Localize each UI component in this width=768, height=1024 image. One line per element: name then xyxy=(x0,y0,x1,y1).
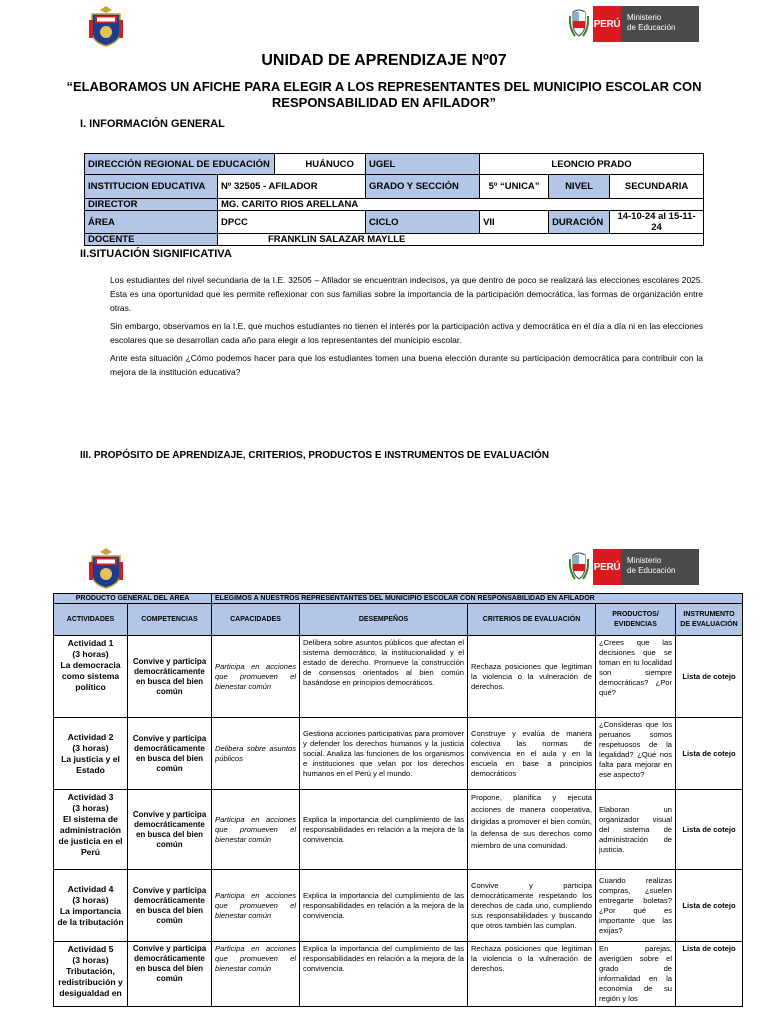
ugel-label: UGEL xyxy=(365,154,479,175)
school-crest-icon xyxy=(86,546,126,590)
table-row xyxy=(54,870,743,942)
learning-purpose-table xyxy=(53,593,743,1007)
ministry-line2: de Educación xyxy=(627,566,676,575)
performance-cell: Delibera sobre asuntos públicos que afectan el sistema democrático, la institucionalidad y el estado de derecho. Promueve la construcción de consensos orientados al bien común basándose en principios democráticos. xyxy=(300,636,468,718)
ministry-name xyxy=(621,6,699,42)
dre-value: HUÁNUCO xyxy=(275,154,366,175)
peru-coat-of-arms-icon xyxy=(569,6,589,42)
header-competencias: COMPETENCIAS xyxy=(128,604,212,636)
duracion-value: 14-10-24 al 15-11-24 xyxy=(610,211,704,234)
competence-cell: Convive y participa democráticamente en busca del bien común xyxy=(128,718,212,790)
instrument-cell: Lista de cotejo xyxy=(676,790,743,870)
instrument-cell: Lista de cotejo xyxy=(676,942,743,1007)
table-row xyxy=(54,942,743,1007)
school-crest-icon xyxy=(86,4,126,48)
instrument-cell: Lista de cotejo xyxy=(676,718,743,790)
docente-label: DOCENTE xyxy=(85,234,218,246)
activity-cell: Actividad 1 (3 horas) La democracia como sistema político xyxy=(54,636,128,718)
ministry-logo xyxy=(569,549,699,585)
situation-paragraph-1: Los estudiantes del nivel secundaria de la I.E. 32505 – Afilador se encuentran indecisos, ya que dentro de poco se realizará las elecciones escolares 2025. Esta es una oportunidad que les permite reflexionar con sus familias sobre la importancia de la participación democrática, las formas de organización entre otras. xyxy=(110,275,703,313)
nivel-value: SECUNDARIA xyxy=(610,175,704,199)
header-criterios: CRITERIOS DE EVALUACIÓN xyxy=(468,604,596,636)
unit-title: UNIDAD DE APRENDIZAJE Nº07 xyxy=(261,52,507,69)
ie-label: INSTITUCION EDUCATIVA xyxy=(85,175,218,199)
performance-cell: Gestiona acciones participativas para promover y defender los derechos humanos y la justicia social. Analiza las funciones de los organismos e instituciones que velan por los derechos humanos en el Perú y el mundo. xyxy=(300,718,468,790)
situation-paragraph-2: Sin embargo, observamos en la I.E. que muchos estudiantes no tienen el interés por la participación activa y democrática en el día a día ni en las elecciones escolares que se desarrollan cada año para elegir a los representantes del municipio escolar. xyxy=(110,321,703,345)
header-desempenos: DESEMPEÑOS xyxy=(300,604,468,636)
product-label: PRODUCTO GENERAL DEL ÁREA xyxy=(54,594,212,604)
director-label: DIRECTOR xyxy=(85,199,218,211)
ministry-logo xyxy=(569,6,699,42)
area-value: DPCC xyxy=(218,211,366,234)
header-actividades: ACTIVIDADES xyxy=(54,604,128,636)
capacity-cell: Participa en acciones que promueven el bienestar común xyxy=(212,942,300,1007)
competence-cell: Convive y participa democráticamente en busca del bien común xyxy=(128,942,212,1007)
ministry-line2: de Educación xyxy=(627,23,676,32)
ministry-line1: Ministerio xyxy=(627,13,662,22)
table-row xyxy=(54,718,743,790)
performance-cell: Explica la importancia del cumplimiento de las responsabilidades en relación a la mejora de la convivencia. xyxy=(300,870,468,942)
evidence-cell: Elaboran un organizador visual del sistema de administración de justicia. xyxy=(596,790,676,870)
area-label: ÁREA xyxy=(85,211,218,234)
section-situation: II.SITUACIÓN SIGNIFICATIVA xyxy=(80,248,232,260)
duracion-label: DURACIÓN xyxy=(549,211,610,234)
criteria-cell: Propone, planifica y ejecuta acciones de manera cooperativa, dirigidas a promover el bien común, la defensa de sus derechos como miembro de una comunidad. xyxy=(468,790,596,870)
grado-label: GRADO Y SECCIÓN xyxy=(365,175,479,199)
performance-cell: Explica la importancia del cumplimiento de las responsabilidades en relación a la mejora de la convivencia. xyxy=(300,790,468,870)
instrument-cell: Lista de cotejo xyxy=(676,636,743,718)
activity-cell: Actividad 4 (3 horas) La importancia de la tributación xyxy=(54,870,128,942)
capacity-cell: Participa en acciones que promueven el bienestar común xyxy=(212,790,300,870)
instrument-cell: Lista de cotejo xyxy=(676,870,743,942)
director-value: MG. CARITO RIOS ARELLANA xyxy=(218,199,704,211)
evidence-cell: Cuando realizas compras, ¿suelen entregarte boletas? ¿Por qué es importante que las exijas? xyxy=(596,870,676,942)
ciclo-label: CICLO xyxy=(365,211,479,234)
table-row xyxy=(54,636,743,718)
criteria-cell: Rechaza posiciones que legitiman la violencia o la vulneración de derechos. xyxy=(468,942,596,1007)
criteria-cell: Convive y participa democráticamente respetando los derechos de cada uno, cumpliendo sus responsabilidades y buscando que otros también las cumplan. xyxy=(468,870,596,942)
peru-label: PERÚ xyxy=(593,549,621,585)
competence-cell: Convive y participa democráticamente en busca del bien común xyxy=(128,636,212,718)
dre-label: DIRECCIÓN REGIONAL DE EDUCACIÓN xyxy=(85,154,275,175)
table-row xyxy=(54,790,743,870)
product-row xyxy=(54,594,743,604)
activity-cell: Actividad 5 (3 horas) Tributación, redistribución y desigualdad en xyxy=(54,942,128,1007)
grado-value: 5º “UNICA” xyxy=(480,175,549,199)
product-value: ELEGIMOS A NUESTROS REPRESENTANTES DEL MUNICIPIO ESCOLAR CON RESPONSABILIDAD EN AFILADOR xyxy=(212,594,743,604)
ie-value: Nº 32505 - AFILADOR xyxy=(218,175,366,199)
nivel-label: NIVEL xyxy=(549,175,610,199)
competence-cell: Convive y participa democráticamente en busca del bien común xyxy=(128,790,212,870)
header-capacidades: CAPACIDADES xyxy=(212,604,300,636)
criteria-cell: Rechaza posiciones que legitiman la violencia o la vulneración de derechos. xyxy=(468,636,596,718)
capacity-cell: Delibera sobre asuntos públicos xyxy=(212,718,300,790)
evidence-cell: En parejas, averigüen sobre el grado de informalidad en la economía de su región y los xyxy=(596,942,676,1007)
header-instrumento: INSTRUMENTO DE EVALUACIÓN xyxy=(676,604,743,636)
section-purpose: III. PROPÓSITO DE APRENDIZAJE, CRITERIOS, PRODUCTOS E INSTRUMENTOS DE EVALUACIÓN xyxy=(80,450,549,461)
ministry-line1: Ministerio xyxy=(627,556,662,565)
section-general-info: I. INFORMACIÓN GENERAL xyxy=(80,118,225,130)
general-info-table xyxy=(84,153,704,246)
header-productos: PRODUCTOS/ EVIDENCIAS xyxy=(596,604,676,636)
activity-cell: Actividad 2 (3 horas) La justicia y el Estado xyxy=(54,718,128,790)
peru-coat-of-arms-icon xyxy=(569,549,589,585)
docente-value: FRANKLIN SALAZAR MAYLLE xyxy=(218,234,704,246)
ugel-value: LEONCIO PRADO xyxy=(480,154,704,175)
header-row xyxy=(54,604,743,636)
competence-cell: Convive y participa democráticamente en busca del bien común xyxy=(128,870,212,942)
peru-label: PERÚ xyxy=(593,6,621,42)
performance-cell: Explica la importancia del cumplimiento de las responsabilidades en relación a la mejora de la convivencia. xyxy=(300,942,468,1007)
activity-cell: Actividad 3 (3 horas) El sistema de administración de justicia en el Perú xyxy=(54,790,128,870)
ciclo-value: VII xyxy=(480,211,549,234)
criteria-cell: Construye y evalúa de manera colectiva las normas de convivencia en el aula y en la escuela en base a principios democráticos xyxy=(468,718,596,790)
evidence-cell: ¿Consideras que los peruanos somos respetuosos de la legalidad? ¿Qué nos falta para mejorar en ese aspecto? xyxy=(596,718,676,790)
ministry-name xyxy=(621,549,699,585)
capacity-cell: Participa en acciones que promueven el bienestar común xyxy=(212,636,300,718)
evidence-cell: ¿Crees que las decisiones que se toman en tu localidad son siempre democráticas? ¿Por qué? xyxy=(596,636,676,718)
unit-subtitle: “ELABORAMOS UN AFICHE PARA ELEGIR A LOS REPRESENTANTES DEL MUNICIPIO ESCOLAR CON RESPONSABILIDAD EN AFILADOR” xyxy=(66,79,702,110)
situation-paragraph-3: Ante esta situación ¿Cómo podemos hacer para que los estudiantes tomen una buena elección durante su participación democrática para contribuir con la mejora de la institución educativa? xyxy=(110,353,703,377)
capacity-cell: Participa en acciones que promueven el bienestar común xyxy=(212,870,300,942)
